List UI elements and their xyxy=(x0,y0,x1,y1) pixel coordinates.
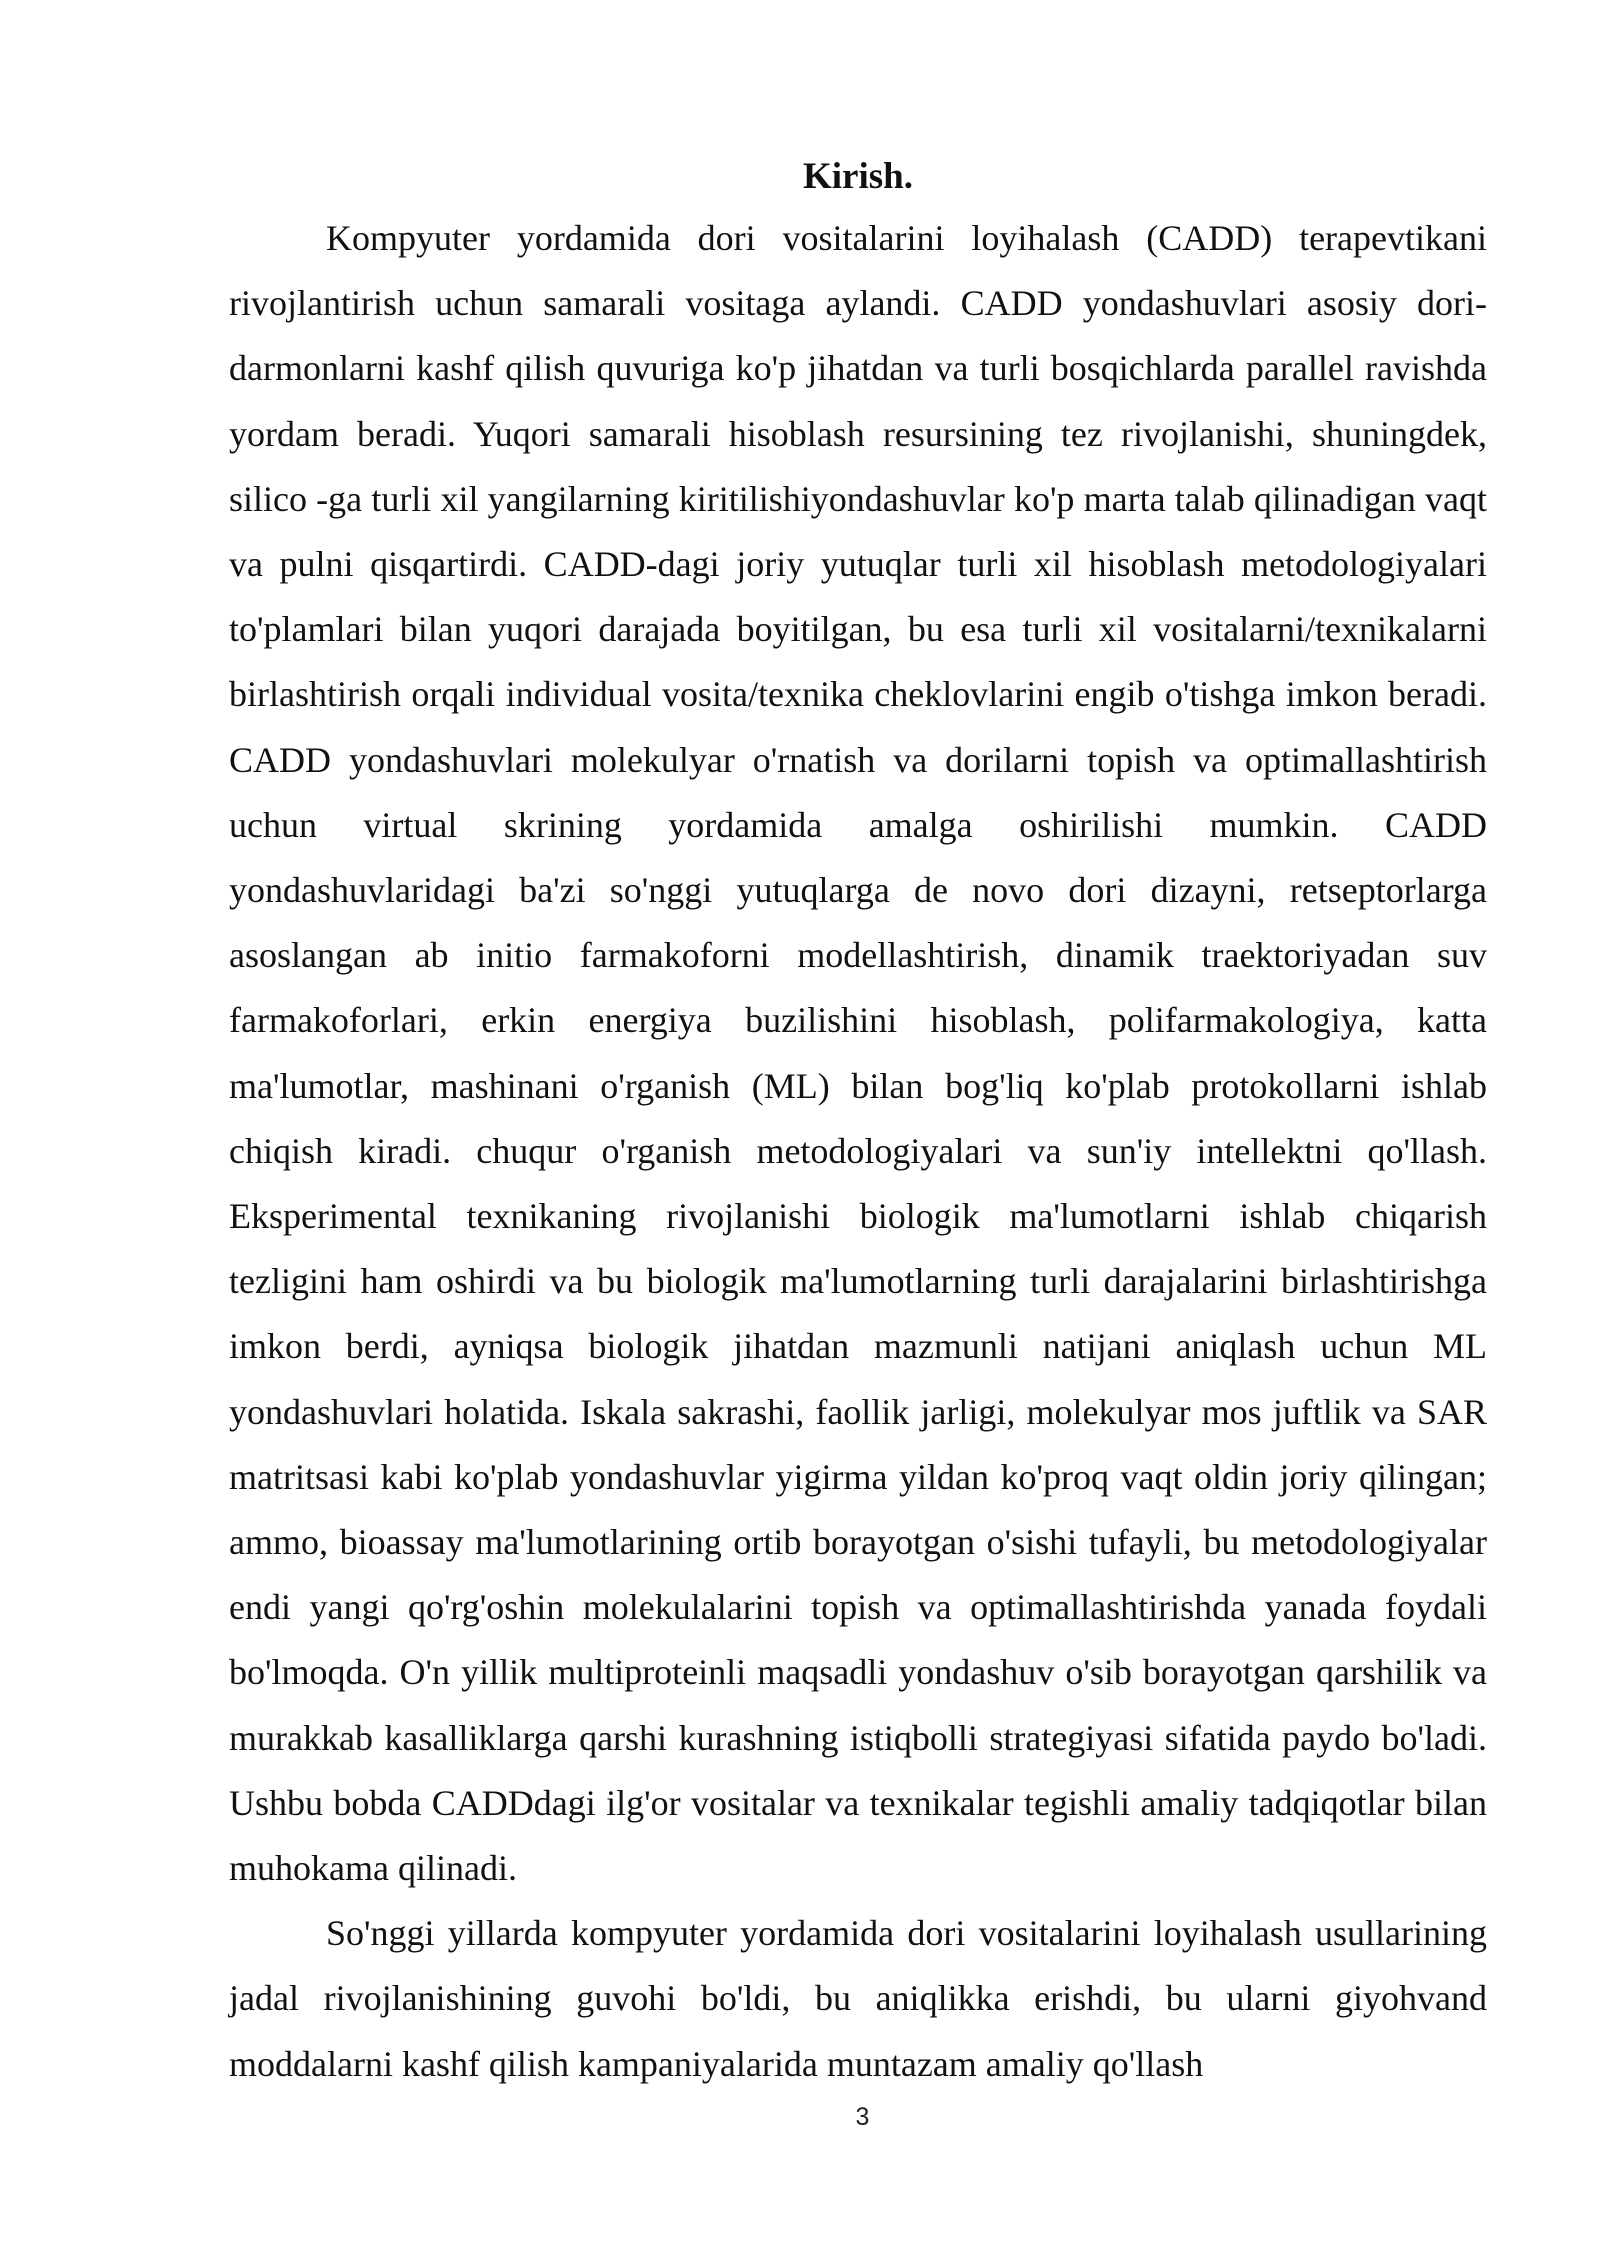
body-paragraph: Kompyuter yordamida dori vositalarini loyihalash (CADD) terapevtikani rivojlantirish uchun samarali vositaga aylandi. CADD yondashuvlari asosiy dori-darmonlarni kashf qilish quvuriga ko'p jihatdan va turli bosqichlarda parallel ravishda yordam beradi. Yuqori samarali hisoblash resursining tez rivojlanishi, shuningdek, silico -ga turli xil yangilarning kiritilishiyondashuvlar ko'p marta talab qilinadigan vaqt va pulni qisqartirdi. CADD-dagi joriy yutuqlar turli xil hisoblash metodologiyalari to'plamlari bilan yuqori darajada boyitilgan, bu esa turli xil vositalarni/texnikalarni birlashtirish orqali individual vosita/texnika cheklovlarini engib o'tishga imkon beradi. CADD yondashuvlari molekulyar o'rnatish va dorilarni topish va optimallashtirish uchun virtual skrining yordamida amalga oshirilishi mumkin. CADD yondashuvlaridagi ba'zi so'nggi yutuqlarga de novo dori dizayni, retseptorlarga asoslangan ab initio farmakoforni modellashtirish, dinamik traektoriyadan suv farmakoforlari, erkin energiya buzilishini hisoblash, polifarmakologiya, katta ma'lumotlar, mashinani o'rganish (ML) bilan bog'liq ko'plab protokollarni ishlab chiqish kiradi. chuqur o'rganish metodologiyalari va sun'iy intellektni qo'llash. Eksperimental texnikaning rivojlanishi biologik ma'lumotlarni ishlab chiqarish tezligini ham oshirdi va bu biologik ma'lumotlarning turli darajalarini birlashtirishga imkon berdi, ayniqsa biologik jihatdan mazmunli natijani aniqlash uchun ML yondashuvlari holatida. Iskala sakrashi, faollik jarligi, molekulyar mos juftlik va SAR matritsasi kabi ko'plab yondashuvlar yigirma yildan ko'proq vaqt oldin joriy qilingan; ammo, bioassay ma'lumotlarining ortib borayotgan o'sishi tufayli, bu metodologiyalar endi yangi qo'rg'oshin molekulalarini topish va optimallashtirishda yanada foydali bo'lmoqda. O'n yillik multiproteinli maqsadli yondashuv o'sib borayotgan qarshilik va murakkab kasalliklarga qarshi kurashning istiqbolli strategiyasi sifatida paydo bo'ladi. Ushbu bobda CADDdagi ilg'or vositalar va texnikalar tegishli amaliy tadqiqotlar bilan muhokama qilinadi. xyxy=(229,218,1487,1889)
section-heading: Kirish. xyxy=(803,156,913,197)
page-number: 3 xyxy=(855,2103,870,2131)
body-paragraph: So'nggi yillarda kompyuter yordamida dori vositalarini loyihalash usullarining jadal rivojlanishining guvohi bo'ldi, bu aniqlikka erishdi, bu ularni giyohvand moddalarni kashf qilish kampaniyalarida muntazam amaliy qo'llash xyxy=(229,1913,1487,2084)
page-content xyxy=(229,148,1487,2097)
